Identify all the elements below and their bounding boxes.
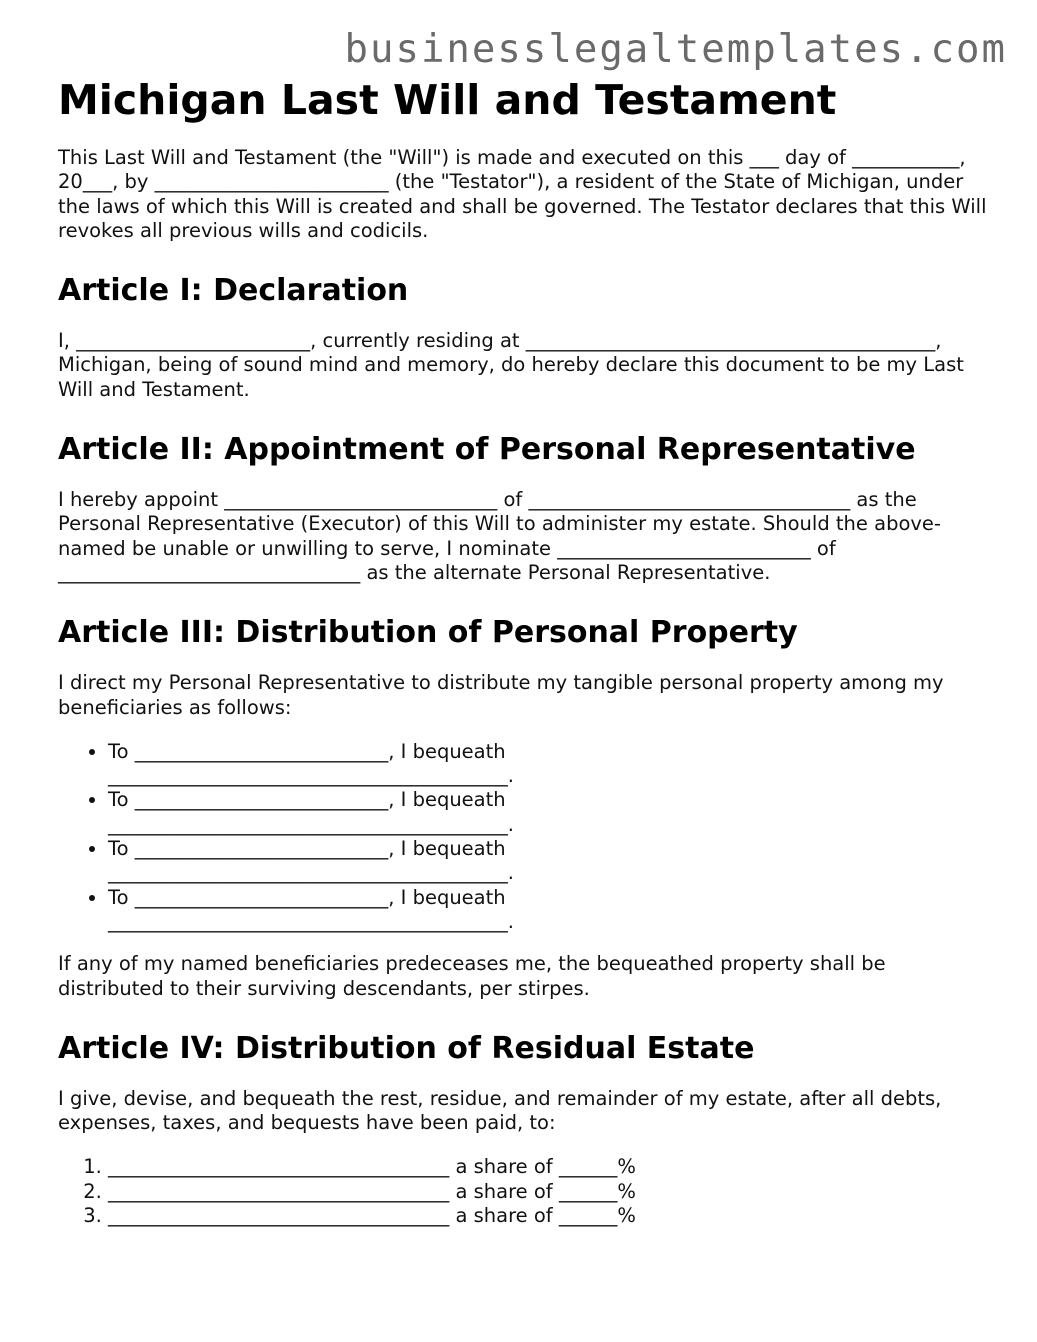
bequest-item: • To __________________________, I bequeath _________________________________________. — [108, 837, 558, 886]
article-3-closing: If any of my named beneficiaries predeceases me, the bequeathed property shall be distributed to their surviving descendants, per stirpes. — [58, 952, 886, 1000]
intro-paragraph: This Last Will and Testament (the "Will") is made and executed on this ___ day of ___________, 20___, by ________________________ (the "Testator"), a resident of the State of Michigan, under the laws of which this Will is created and shall be governed. The Testator declares that this Will revokes all previous wills and codicils. — [58, 146, 987, 242]
article-1-body: I, ________________________, currently residing at __________________________________________, Michigan, being of sound mind and memory, do hereby declare this document to be my Last Will and Testament. — [58, 329, 964, 401]
article-4-heading: Article IV: Distribution of Residual Estate — [58, 1030, 755, 1066]
article-2-heading: Article II: Appointment of Personal Representative — [58, 432, 916, 468]
article-3-intro: I direct my Personal Representative to distribute my tangible personal property among my beneficiaries as follows: — [58, 671, 944, 719]
watermark: businesslegaltemplates.com — [344, 27, 1007, 72]
residual-share-list — [58, 1155, 988, 1228]
bequest-item: • To __________________________, I bequeath _________________________________________. — [108, 886, 558, 935]
document-title: Michigan Last Will and Testament — [58, 76, 837, 124]
residual-share-item: 3. ___________________________________ a share of ______% — [108, 1204, 988, 1228]
residual-share-item: 2. ___________________________________ a share of ______% — [108, 1180, 988, 1204]
bequest-item: • To __________________________, I bequeath _________________________________________. — [108, 740, 558, 789]
article-1-heading: Article I: Declaration — [58, 273, 409, 309]
article-3-heading: Article III: Distribution of Personal Property — [58, 615, 798, 651]
bequest-item: • To __________________________, I bequeath _________________________________________. — [108, 788, 558, 837]
article-2-body: I hereby appoint ____________________________ of _________________________________ as the Personal Representative (Executor) of this Will to administer my estate. Should the above-named be unable or unwilling to serve, I nominate __________________________ of _______________________________ as the alternate Personal Representative. — [58, 488, 941, 584]
bequest-list — [58, 740, 988, 934]
document-body — [58, 76, 988, 1228]
residual-share-item: 1. ___________________________________ a share of ______% — [108, 1155, 988, 1179]
article-4-intro: I give, devise, and bequeath the rest, residue, and remainder of my estate, after all debts, expenses, taxes, and bequests have been paid, to: — [58, 1086, 942, 1135]
